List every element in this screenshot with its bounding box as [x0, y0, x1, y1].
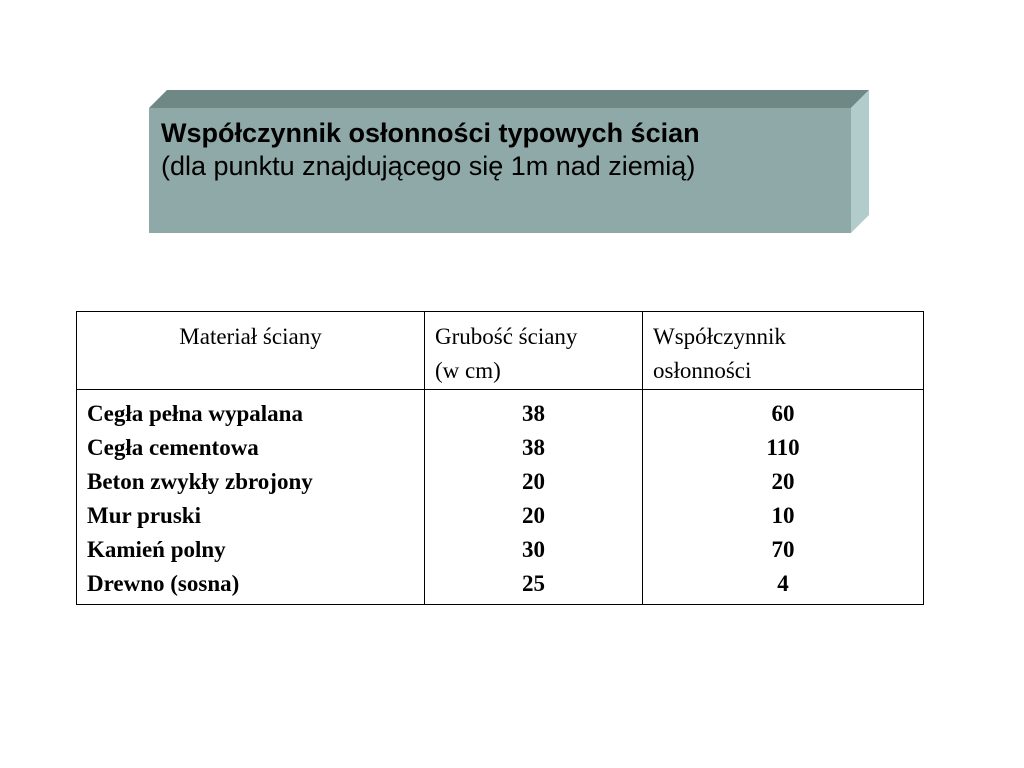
page-subtitle: (dla punktu znajdującego się 1m nad ziemią) — [161, 151, 696, 181]
shielding-table — [76, 311, 924, 605]
coefficient-cell: 4 — [777, 571, 789, 596]
header-material: Materiał ściany — [77, 312, 425, 390]
material-cell: Cegła cementowa — [87, 435, 259, 460]
thickness-cell: 30 — [522, 537, 545, 562]
page-title: Współczynnik osłonności typowych ścian — [161, 118, 700, 148]
coefficient-cell: 10 — [771, 503, 795, 528]
header-coefficient: Współczynnik osłonności — [643, 312, 924, 390]
coefficient-cell: 60 — [771, 401, 795, 426]
thickness-cell: 25 — [522, 571, 545, 596]
material-cell: Drewno (sosna) — [87, 571, 240, 596]
thickness-cell: 38 — [522, 401, 545, 426]
coefficient-cell: 70 — [771, 537, 795, 562]
header-thickness: Grubość ściany (w cm) — [425, 312, 643, 390]
coefficient-cell: 110 — [766, 435, 800, 460]
material-cell: Mur pruski — [87, 503, 201, 528]
material-cell: Cegła pełna wypalana — [87, 401, 303, 426]
thickness-cell: 38 — [522, 435, 545, 460]
thickness-cell: 20 — [522, 503, 545, 528]
table-body-row — [77, 390, 924, 605]
title-text — [161, 117, 851, 183]
coefficient-column — [643, 390, 924, 605]
thickness-column — [425, 390, 643, 605]
material-cell: Beton zwykły zbrojony — [87, 469, 313, 494]
thickness-cell: 20 — [522, 469, 545, 494]
materials-column — [77, 390, 425, 605]
title-box-top-face — [149, 90, 869, 108]
material-cell: Kamień polny — [87, 537, 226, 562]
title-box-side-face — [851, 90, 869, 233]
table-header-row — [77, 312, 924, 390]
title-box — [149, 90, 869, 233]
coefficient-cell: 20 — [771, 469, 795, 494]
